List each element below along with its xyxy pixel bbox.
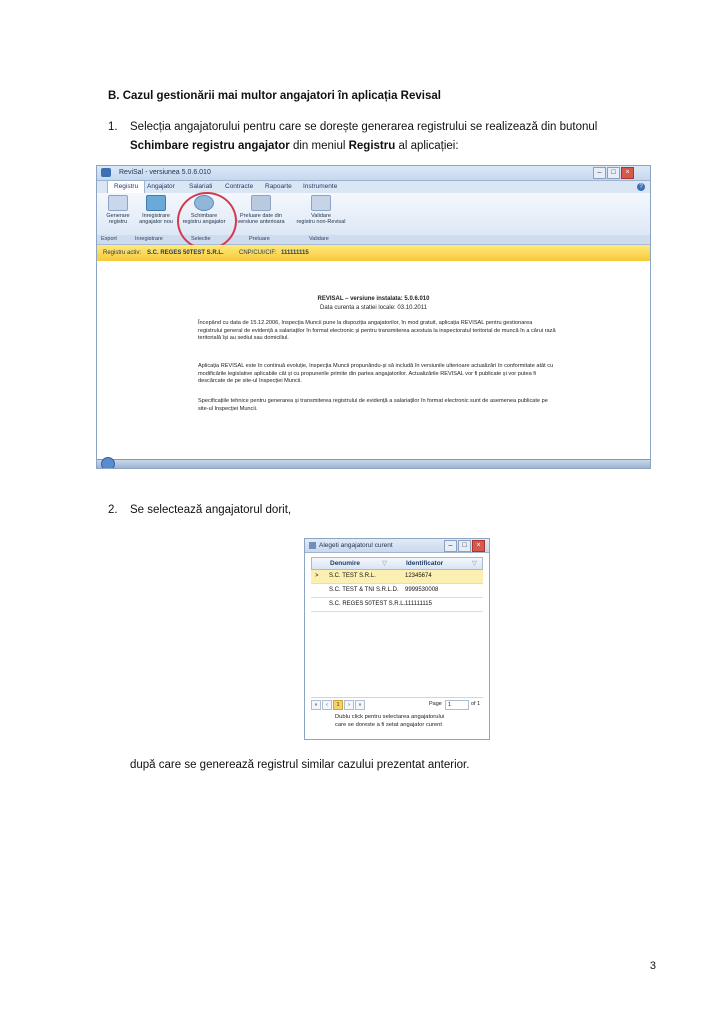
active-registry-label: Registru activ: [103,250,142,256]
filter-icon[interactable]: ▽ [472,560,477,567]
cell-denumire: S.C. TEST S.R.L. [329,573,376,579]
export-icon [108,195,128,211]
menu-angajator[interactable]: Angajator [147,183,175,190]
info-paragraph-2: Aplicația REVISAL este în continuă evoluție, Inspecția Muncii propunându-și să includă în versiunile ulterioare actualizări în conformitate atât cu modificările legislative aplicabile cât și cu propunerile primite din partea angajatorilor. Actualizările REVISAL vor fi publicate și vor putea fi descărcate de pe site-ul Inspecției Muncii. [198,363,554,384]
table-row[interactable] [311,598,483,612]
text-fragment: din meniul [289,140,349,152]
dialog-title: Alegeti angajatorul curent [319,542,393,549]
menu-name-ref: Registru [348,140,396,152]
active-company: S.C. REGES 50TEST S.R.L. [147,250,224,256]
button-label: Generare [106,213,130,219]
window-controls [593,167,634,179]
minimize-icon[interactable]: – [593,167,606,179]
column-header-denumire[interactable]: Denumire [330,560,360,567]
close-icon[interactable]: × [472,540,485,552]
validate-registry-button[interactable] [291,195,351,225]
cell-identificator: 9999530008 [405,587,439,593]
help-icon[interactable]: ? [637,183,645,191]
version-title: REVISAL – versiune instalata: 5.0.6.010 [317,296,430,302]
employer-table [311,557,483,612]
dialog-hint [335,714,444,729]
menu-contracte[interactable]: Contracte [225,183,254,190]
highlight-circle [177,192,237,250]
step-1-text: Selecția angajatorului pentru care se dorește generarea registrului se realizează din butonul [130,121,598,133]
cell-denumire: S.C. REGES 50TEST S.R.L. [329,601,406,607]
menu-salariati[interactable]: Salariati [189,183,213,190]
group-label-inregistrare: Inregistrare [135,236,163,242]
button-label: registru non-Revisal [296,219,346,225]
button-label: Validare [311,213,331,219]
last-page-icon[interactable]: » [355,700,365,710]
next-page-icon[interactable]: › [344,700,354,710]
row-marker: > [315,573,319,579]
import-previous-button[interactable] [233,195,289,225]
menu-registru[interactable]: Registru [107,180,145,193]
validate-icon [311,195,331,211]
page-of-label: of 1 [471,701,481,707]
hint-line-2: care se doreste a fi setat angajator curent [335,721,442,728]
group-label-selectie: Selectie [191,236,211,242]
step-1-number: 1. [108,121,118,133]
button-label: versiune anterioara [237,219,285,225]
first-page-icon[interactable]: « [311,700,321,710]
taskbar [97,459,650,468]
table-row[interactable] [311,570,483,584]
pager [311,697,483,710]
step-2-number: 2. [108,504,118,516]
cell-identificator: 12345674 [405,573,432,579]
revisal-app-screenshot [96,165,651,469]
filter-icon[interactable]: ▽ [382,560,387,567]
page-input[interactable]: 1 [445,700,469,710]
group-label-preluare: Preluare [249,236,270,242]
hint-line-1: Dublu click pentru selectarea angajatorului [335,714,445,720]
version-date: Data curenta a statiei locale: 03.10.2011 [320,305,427,311]
dialog-icon [309,542,316,549]
start-icon[interactable] [101,457,115,469]
active-registry-bar [97,245,650,261]
dialog-titlebar [305,539,489,553]
app-icon [101,168,111,177]
button-label: registru angajator [182,219,226,225]
page-label: Page [429,701,442,707]
window-title: ReviSal - versiunea 5.0.6.010 [119,169,211,176]
current-page-button[interactable]: 1 [333,700,343,710]
step-1-text-cont [130,137,459,156]
page-number: 3 [649,960,656,972]
register-employer-button[interactable] [133,195,179,225]
cnp-label: CNP/CUI/CIF: [239,250,277,256]
step-2-text: Se selectează angajatorul dorit, [130,504,292,516]
table-header [311,557,483,570]
minimize-icon[interactable]: – [444,540,457,552]
table-row[interactable] [311,584,483,598]
group-label-validare: Validare [309,236,329,242]
button-label: Schimbare [190,213,218,219]
text-fragment: al aplicației: [395,140,459,152]
import-icon [251,195,271,211]
button-label: angajator nou [139,219,173,225]
column-header-identificator[interactable]: Identificator [406,560,444,567]
group-label-export: Export [101,236,117,242]
select-employer-dialog [304,538,490,740]
cnp-value: 111111115 [281,250,309,256]
menu-instrumente[interactable]: Instrumente [303,183,338,190]
folder-add-icon [146,195,166,211]
info-paragraph-1: Începând cu data de 15.12.2006, Inspecția Muncii pune la dispoziția angajatorilor, în mod gratuit, aplicația REVISAL pentru gestionarea registrului general de evidență a salariaților în format electronic și pentru transmiterea acestuia la inspectoratul teritorial de muncă în a cărui rază teritorială își au sediul sau domiciliul. [198,320,556,341]
button-label: Inregistrare [142,213,170,219]
maximize-icon[interactable]: □ [458,540,471,552]
closing-text: după care se generează registrul similar cazului prezentat anterior. [130,759,470,771]
window-titlebar [97,166,650,181]
button-label: Preluare date din [240,213,282,219]
cell-identificator: 111111115 [405,601,432,607]
button-label: registru [108,219,128,225]
cell-denumire: S.C. TEST & TNI S.R.L.D. [329,587,399,593]
maximize-icon[interactable]: □ [607,167,620,179]
dialog-window-controls [444,540,485,552]
info-paragraph-3: Specificațiile tehnice pentru generarea și transmiterea registrului de evidență a salariaților în format electronic sunt de asemenea publicate pe site-ul Inspecției Muncii. [198,398,548,412]
ribbon-group-labels [97,235,650,245]
menu-rapoarte[interactable]: Rapoarte [265,183,292,190]
menu-bar [97,181,650,193]
button-name-ref: Schimbare registru angajator [130,140,290,152]
close-icon[interactable]: × [621,167,634,179]
section-title: B. Cazul gestionării mai multor angajatori în aplicația Revisal [108,90,441,102]
prev-page-icon[interactable]: ‹ [322,700,332,710]
